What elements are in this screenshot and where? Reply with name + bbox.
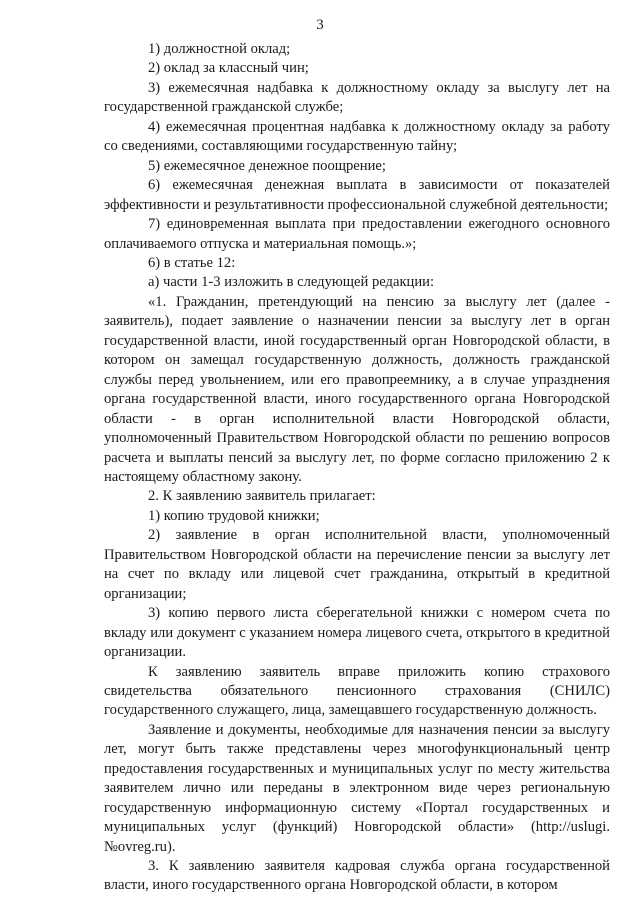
- paragraph: 3) ежемесячная надбавка к должностному окладу за выслугу лет на государственной гражданской службе;: [104, 79, 610, 116]
- paragraph: 3. К заявлению заявителя кадровая служба органа государственной власти, иного государственного органа Новгородской области, в котором: [104, 858, 610, 894]
- paragraph: 2) оклад за классный чин;: [148, 60, 309, 77]
- page-number: 3: [316, 17, 324, 33]
- paragraph: Заявление и документы, необходимые для назначения пенсии за выслугу лет, могут быть также представлены через многофункциональный центр предоставления государственных и муниципальных услуг по месту жительства заявителем лично или переданы в электронном виде через региональную государственную информационную систему «Портал государственных и муниципальных услуг (функций) Новгородской области» (http://uslugi.№ovreg.ru).: [104, 721, 610, 855]
- paragraph: 2) заявление в орган исполнительной власти, уполномоченный Правительством Новгородской области на перечисление пенсии за выслугу лет на счет по вкладу или лицевой счет гражданина, открытый в кредитной организации;: [104, 527, 610, 602]
- paragraph: 7) единовременная выплата при предоставлении ежегодного основного оплачиваемого отпуска и материальная помощь.»;: [104, 216, 610, 252]
- paragraph: 4) ежемесячная процентная надбавка к должностному окладу за работу со сведениями, составляющими государственную тайну;: [104, 118, 610, 155]
- paragraph: 1) должностной оклад;: [148, 41, 291, 57]
- paragraph: 5) ежемесячное денежное поощрение;: [148, 157, 386, 174]
- paragraph: 2. К заявлению заявитель прилагает:: [148, 488, 376, 505]
- document-body: [104, 40, 610, 896]
- paragraph: 3) копию первого листа сберегательной книжки с номером счета по вкладу или документ с указанием номера лицевого счета, открытого в кредитной организации.: [104, 605, 610, 661]
- paragraph: а) части 1-3 изложить в следующей редакции:: [148, 274, 435, 291]
- paragraph: 6) ежемесячная денежная выплата в зависимости от показателей эффективности и результативности профессиональной служебной деятельности;: [104, 177, 610, 213]
- paragraph: К заявлению заявитель вправе приложить копию страхового свидетельства обязательного пенсионного страхования (СНИЛС) государственного служащего, лица, замещавшего государственную должность.: [104, 663, 610, 719]
- paragraph: 1) копию трудовой книжки;: [148, 507, 320, 524]
- paragraph: 6) в статье 12:: [148, 254, 236, 271]
- paragraph: «1. Гражданин, претендующий на пенсию за выслугу лет (далее - заявитель), подает заявление о назначении пенсии за выслугу лет в орган государственной власти, иной государственный орган Новгородской области, в котором он замещал государственную должность, должность гражданской службы перед увольнением, или его правопреемнику, а в случае упразднения органа государственной власти, иного государственного органа Новгородской области - в орган исполнительной власти Новгородской области, уполномоченный Правительством Новгородской области по решению вопросов расчета и выплаты пенсий за выслугу лет, по форме согласно приложению 2 к настоящему областному закону.: [104, 293, 610, 485]
